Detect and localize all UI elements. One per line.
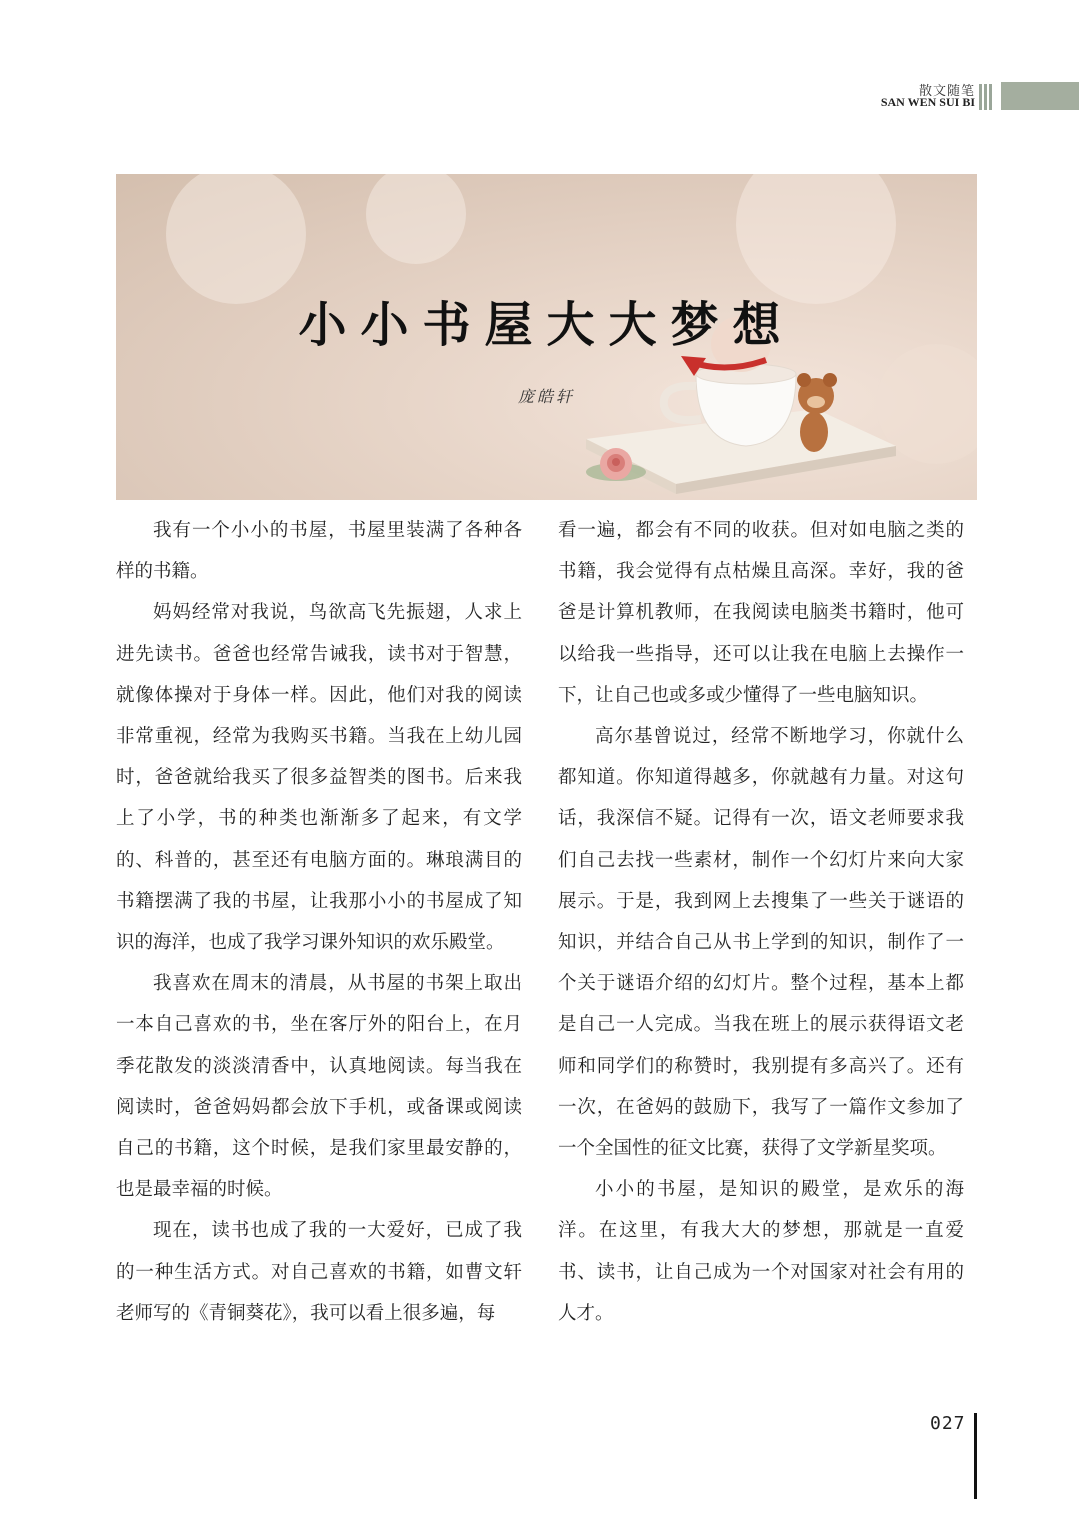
paragraph: 我喜欢在周末的清晨，从书屋的书架上取出一本自己喜欢的书，坐在客厅外的阳台上，在月季花散发的淡淡清香中，认真地阅读。每当我在阅读时，爸爸妈妈都会放下手机，或备课或阅读自己的书籍，这个时候，是我们家里最安静的，也是最幸福的时候。 (116, 973, 522, 1201)
paragraph: 高尔基曾说过，经常不断地学习，你就什么都知道。你知道得越多，你就越有力量。对这句话，我深信不疑。记得有一次，语文老师要求我们自己去找一些素材，制作一个幻灯片来向大家展示。于是，我到网上去搜集了一些关于谜语的知识，并结合自己从书上学到的知识，制作了一个关于谜语介绍的幻灯片。整个过程，基本上都是自己一人完成。当我在班上的展示获得语文老师和同学们的称赞时，我别提有多高兴了。还有一次，在爸妈的鼓励下，我写了一篇作文参加了一个全国性的征文比赛，获得了文学新星奖项。 (558, 726, 964, 1160)
left-column (116, 510, 522, 1334)
right-column (558, 510, 964, 1334)
paragraph: 我有一个小小的书屋，书屋里装满了各种各样的书籍。 (116, 520, 522, 583)
section-title-cn: 散文随笔 (918, 84, 975, 99)
article-title: 小小书屋大大梦想 (298, 297, 795, 353)
paragraph: 小小的书屋，是知识的殿堂，是欢乐的海洋。在这里，有我大大的梦想，那就是一直爱书、读书，让自己成为一个对国家对社会有用的人才。 (558, 1179, 964, 1324)
paragraph-continued: 看一遍，都会有不同的收获。但对如电脑之类的书籍，我会觉得有点枯燥且高深。幸好，我的爸爸是计算机教师，在我阅读电脑类书籍时，他可以给我一些指导，还可以让我在电脑上去操作一下，让自己也或多或少懂得了一些电脑知识。 (558, 520, 964, 706)
paragraph: 妈妈经常对我说，鸟欲高飞先振翅，人求上进先读书。爸爸也经常告诫我，读书对于智慧，就像体操对于身体一样。因此，他们对我的阅读非常重视，经常为我购买书籍。当我在上幼儿园时，爸爸就给我买了很多益智类的图书。后来我上了小学，书的种类也渐渐多了起来，有文学的、科普的，甚至还有电脑方面的。琳琅满目的书籍摆满了我的书屋，让我那小小的书屋成了知识的海洋，也成了我学习课外知识的欢乐殿堂。 (116, 602, 522, 954)
section-header (859, 80, 1079, 110)
section-bars-decoration (979, 84, 997, 110)
section-title-en: SAN WEN SUI BI (880, 95, 975, 109)
article-author: 庞皓轩 (517, 387, 575, 406)
title-banner (116, 174, 977, 500)
paragraph: 现在，读书也成了我的一大爱好，已成了我的一种生活方式。对自己喜欢的书籍，如曹文轩老师写的《青铜葵花》，我可以看上很多遍，每 (116, 1220, 522, 1324)
section-color-block (1001, 82, 1079, 110)
page-number: 027 (930, 1413, 966, 1434)
page-number-rule (974, 1413, 977, 1499)
